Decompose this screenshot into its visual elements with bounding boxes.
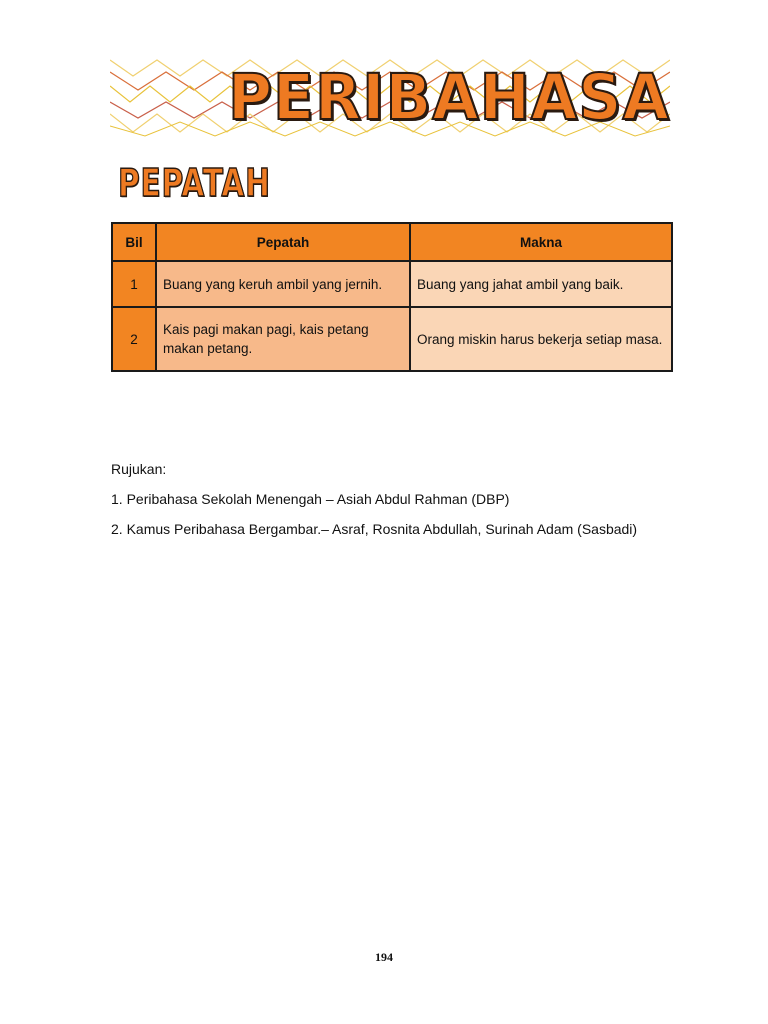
- cell-bil: 1: [112, 261, 156, 307]
- title-banner: [110, 56, 670, 138]
- column-header-bil: Bil: [112, 223, 156, 261]
- cell-makna: Orang miskin harus bekerja setiap masa.: [410, 307, 672, 371]
- cell-pepatah: Kais pagi makan pagi, kais petang makan petang.: [156, 307, 410, 371]
- reference-item: 2. Kamus Peribahasa Bergambar.– Asraf, Rosnita Abdullah, Surinah Adam (Sasbadi): [111, 521, 638, 537]
- section-title: PEPATAH: [118, 161, 271, 205]
- pepatah-table: [111, 222, 673, 372]
- references-section: [111, 460, 637, 550]
- column-header-makna: Makna: [410, 223, 672, 261]
- table-row: [112, 307, 672, 371]
- reference-item: 1. Peribahasa Sekolah Menengah – Asiah Abdul Rahman (DBP): [111, 491, 510, 507]
- column-header-pepatah: Pepatah: [156, 223, 410, 261]
- table-row: [112, 261, 672, 307]
- cell-bil: 2: [112, 307, 156, 371]
- page-title: PERIBAHASA: [228, 61, 670, 135]
- references-heading: Rujukan:: [111, 461, 167, 477]
- table-header-row: [112, 223, 672, 261]
- cell-makna: Buang yang jahat ambil yang baik.: [410, 261, 672, 307]
- page-number: 194: [375, 950, 393, 964]
- cell-pepatah: Buang yang keruh ambil yang jernih.: [156, 261, 410, 307]
